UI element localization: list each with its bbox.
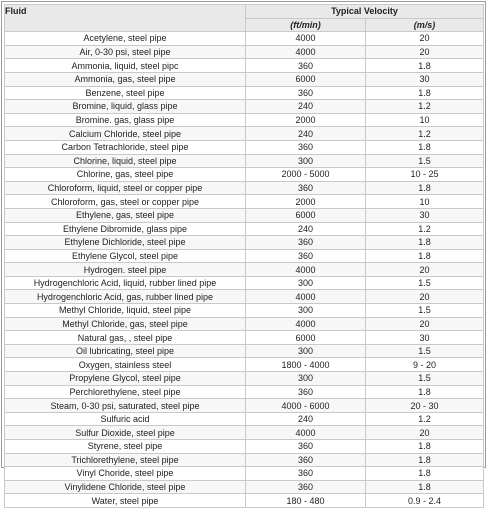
cell-ft-min: 360 bbox=[246, 440, 366, 454]
table-body bbox=[5, 32, 484, 508]
cell-ft-min: 2000 bbox=[246, 113, 366, 127]
table-row bbox=[5, 412, 484, 426]
cell-ft-min: 360 bbox=[246, 86, 366, 100]
header-unit-m-s: (m/s) bbox=[366, 18, 484, 32]
cell-fluid: Methyl Chloride, liquid, steel pipe bbox=[5, 304, 246, 318]
cell-m-s: 1.8 bbox=[366, 181, 484, 195]
cell-fluid: Oil lubricating, steel pipe bbox=[5, 344, 246, 358]
table-row bbox=[5, 140, 484, 154]
cell-fluid: Styrene, steel pipe bbox=[5, 440, 246, 454]
header-row-top bbox=[5, 5, 484, 19]
cell-m-s: 20 bbox=[366, 290, 484, 304]
cell-ft-min: 4000 bbox=[246, 45, 366, 59]
cell-fluid: Hydrogenchloric Acid, liquid, rubber lined pipe bbox=[5, 276, 246, 290]
cell-ft-min: 300 bbox=[246, 154, 366, 168]
cell-fluid: Chloroform, gas, steel or copper pipe bbox=[5, 195, 246, 209]
cell-ft-min: 4000 bbox=[246, 317, 366, 331]
table-row bbox=[5, 154, 484, 168]
cell-ft-min: 360 bbox=[246, 59, 366, 73]
cell-ft-min: 6000 bbox=[246, 72, 366, 86]
cell-m-s: 1.8 bbox=[366, 480, 484, 494]
table-row bbox=[5, 317, 484, 331]
cell-ft-min: 360 bbox=[246, 140, 366, 154]
cell-m-s: 1.2 bbox=[366, 412, 484, 426]
cell-m-s: 1.5 bbox=[366, 154, 484, 168]
cell-fluid: Benzene, steel pipe bbox=[5, 86, 246, 100]
cell-ft-min: 300 bbox=[246, 344, 366, 358]
table-row bbox=[5, 453, 484, 467]
cell-m-s: 20 - 30 bbox=[366, 399, 484, 413]
cell-m-s: 10 bbox=[366, 195, 484, 209]
cell-fluid: Ammonia, liquid, steel pipc bbox=[5, 59, 246, 73]
cell-fluid: Bromine. gas, glass pipe bbox=[5, 113, 246, 127]
table-row bbox=[5, 372, 484, 386]
table-row bbox=[5, 344, 484, 358]
cell-ft-min: 360 bbox=[246, 181, 366, 195]
cell-ft-min: 240 bbox=[246, 222, 366, 236]
cell-m-s: 1.8 bbox=[366, 453, 484, 467]
cell-m-s: 1.8 bbox=[366, 440, 484, 454]
cell-fluid: Chloroform, liquid, steel or copper pipe bbox=[5, 181, 246, 195]
cell-fluid: Ammonia, gas, steel pipe bbox=[5, 72, 246, 86]
table-row bbox=[5, 32, 484, 46]
table-row bbox=[5, 467, 484, 481]
table-row bbox=[5, 263, 484, 277]
cell-ft-min: 360 bbox=[246, 467, 366, 481]
cell-ft-min: 4000 bbox=[246, 263, 366, 277]
cell-fluid: Chlorine, liquid, steel pipe bbox=[5, 154, 246, 168]
table-row bbox=[5, 168, 484, 182]
cell-fluid: Vinylidene Chloride, steel pipe bbox=[5, 480, 246, 494]
table-row bbox=[5, 249, 484, 263]
table-row bbox=[5, 100, 484, 114]
cell-m-s: 1.5 bbox=[366, 304, 484, 318]
cell-fluid: Sulfur Dioxide, steel pipe bbox=[5, 426, 246, 440]
table-row bbox=[5, 195, 484, 209]
cell-m-s: 1.8 bbox=[366, 59, 484, 73]
table-row bbox=[5, 440, 484, 454]
cell-ft-min: 4000 - 6000 bbox=[246, 399, 366, 413]
table-row bbox=[5, 399, 484, 413]
cell-ft-min: 240 bbox=[246, 412, 366, 426]
cell-ft-min: 2000 bbox=[246, 195, 366, 209]
table-row bbox=[5, 181, 484, 195]
cell-ft-min: 360 bbox=[246, 385, 366, 399]
cell-m-s: 9 - 20 bbox=[366, 358, 484, 372]
cell-fluid: Propylene Glycol, steel pipe bbox=[5, 372, 246, 386]
cell-fluid: Sulfuric acid bbox=[5, 412, 246, 426]
cell-fluid: Perchlorethylene, steel pipe bbox=[5, 385, 246, 399]
cell-m-s: 1.5 bbox=[366, 344, 484, 358]
table-row bbox=[5, 45, 484, 59]
table-row bbox=[5, 358, 484, 372]
cell-fluid: Trichlorethylene, steel pipe bbox=[5, 453, 246, 467]
cell-fluid: Methyl Chloride, gas, steel pipe bbox=[5, 317, 246, 331]
header-typical-velocity: Typical Velocity bbox=[246, 5, 484, 19]
cell-ft-min: 4000 bbox=[246, 426, 366, 440]
table-frame bbox=[1, 1, 486, 506]
cell-m-s: 1.8 bbox=[366, 86, 484, 100]
table-row bbox=[5, 494, 484, 508]
table-row bbox=[5, 72, 484, 86]
cell-fluid: Vinyl Choride, steel pipe bbox=[5, 467, 246, 481]
cell-ft-min: 4000 bbox=[246, 290, 366, 304]
cell-fluid: Oxygen, stainless steel bbox=[5, 358, 246, 372]
cell-fluid: Hydrogen. steel pipe bbox=[5, 263, 246, 277]
cell-ft-min: 180 - 480 bbox=[246, 494, 366, 508]
cell-m-s: 30 bbox=[366, 208, 484, 222]
cell-m-s: 0.9 - 2.4 bbox=[366, 494, 484, 508]
cell-ft-min: 240 bbox=[246, 100, 366, 114]
cell-ft-min: 2000 - 5000 bbox=[246, 168, 366, 182]
cell-fluid: Calcium Chloride, steel pipe bbox=[5, 127, 246, 141]
cell-ft-min: 4000 bbox=[246, 32, 366, 46]
table-row bbox=[5, 480, 484, 494]
cell-m-s: 1.2 bbox=[366, 222, 484, 236]
velocity-table bbox=[4, 4, 484, 508]
table-row bbox=[5, 236, 484, 250]
cell-fluid: Natural gas, , steel pipe bbox=[5, 331, 246, 345]
cell-fluid: Steam, 0-30 psi, saturated, steel pipe bbox=[5, 399, 246, 413]
table-row bbox=[5, 59, 484, 73]
cell-ft-min: 1800 - 4000 bbox=[246, 358, 366, 372]
table-header bbox=[5, 5, 484, 32]
table-row bbox=[5, 304, 484, 318]
cell-fluid: Ethylene Dichloride, steel pipe bbox=[5, 236, 246, 250]
cell-m-s: 1.2 bbox=[366, 127, 484, 141]
table-row bbox=[5, 331, 484, 345]
cell-fluid: Air, 0-30 psi, steel pipe bbox=[5, 45, 246, 59]
cell-ft-min: 360 bbox=[246, 236, 366, 250]
cell-m-s: 1.8 bbox=[366, 249, 484, 263]
table-row bbox=[5, 208, 484, 222]
table-row bbox=[5, 385, 484, 399]
table-row bbox=[5, 127, 484, 141]
cell-m-s: 30 bbox=[366, 331, 484, 345]
cell-ft-min: 300 bbox=[246, 304, 366, 318]
cell-m-s: 1.2 bbox=[366, 100, 484, 114]
cell-fluid: Bromine, liquid, glass pipe bbox=[5, 100, 246, 114]
cell-ft-min: 300 bbox=[246, 276, 366, 290]
cell-m-s: 10 - 25 bbox=[366, 168, 484, 182]
table-row bbox=[5, 113, 484, 127]
cell-fluid: Carbon Tetrachloride, steel pipe bbox=[5, 140, 246, 154]
cell-fluid: Acetylene, steel pipe bbox=[5, 32, 246, 46]
cell-ft-min: 6000 bbox=[246, 331, 366, 345]
cell-m-s: 20 bbox=[366, 263, 484, 277]
cell-fluid: Hydrogenchloric Acid, gas, rubber lined pipe bbox=[5, 290, 246, 304]
cell-ft-min: 360 bbox=[246, 480, 366, 494]
cell-m-s: 10 bbox=[366, 113, 484, 127]
cell-m-s: 20 bbox=[366, 45, 484, 59]
table-row bbox=[5, 290, 484, 304]
cell-fluid: Ethylene Glycol, steel pipe bbox=[5, 249, 246, 263]
cell-ft-min: 360 bbox=[246, 249, 366, 263]
cell-m-s: 1.5 bbox=[366, 372, 484, 386]
cell-m-s: 20 bbox=[366, 32, 484, 46]
cell-m-s: 20 bbox=[366, 426, 484, 440]
header-fluid: Fluid bbox=[5, 5, 246, 32]
table-row bbox=[5, 276, 484, 290]
cell-ft-min: 240 bbox=[246, 127, 366, 141]
cell-ft-min: 6000 bbox=[246, 208, 366, 222]
cell-ft-min: 300 bbox=[246, 372, 366, 386]
cell-m-s: 30 bbox=[366, 72, 484, 86]
cell-m-s: 1.8 bbox=[366, 140, 484, 154]
cell-fluid: Ethylene Dibromide, glass pipe bbox=[5, 222, 246, 236]
header-unit-ft-min: (ft/min) bbox=[246, 18, 366, 32]
cell-fluid: Chlorine, gas, steel pipe bbox=[5, 168, 246, 182]
cell-fluid: Ethylene, gas, steel pipe bbox=[5, 208, 246, 222]
cell-m-s: 20 bbox=[366, 317, 484, 331]
cell-ft-min: 360 bbox=[246, 453, 366, 467]
table-row bbox=[5, 86, 484, 100]
cell-m-s: 1.8 bbox=[366, 467, 484, 481]
table-row bbox=[5, 426, 484, 440]
cell-m-s: 1.8 bbox=[366, 385, 484, 399]
cell-m-s: 1.5 bbox=[366, 276, 484, 290]
table-row bbox=[5, 222, 484, 236]
cell-m-s: 1.8 bbox=[366, 236, 484, 250]
cell-fluid: Water, steel pipe bbox=[5, 494, 246, 508]
